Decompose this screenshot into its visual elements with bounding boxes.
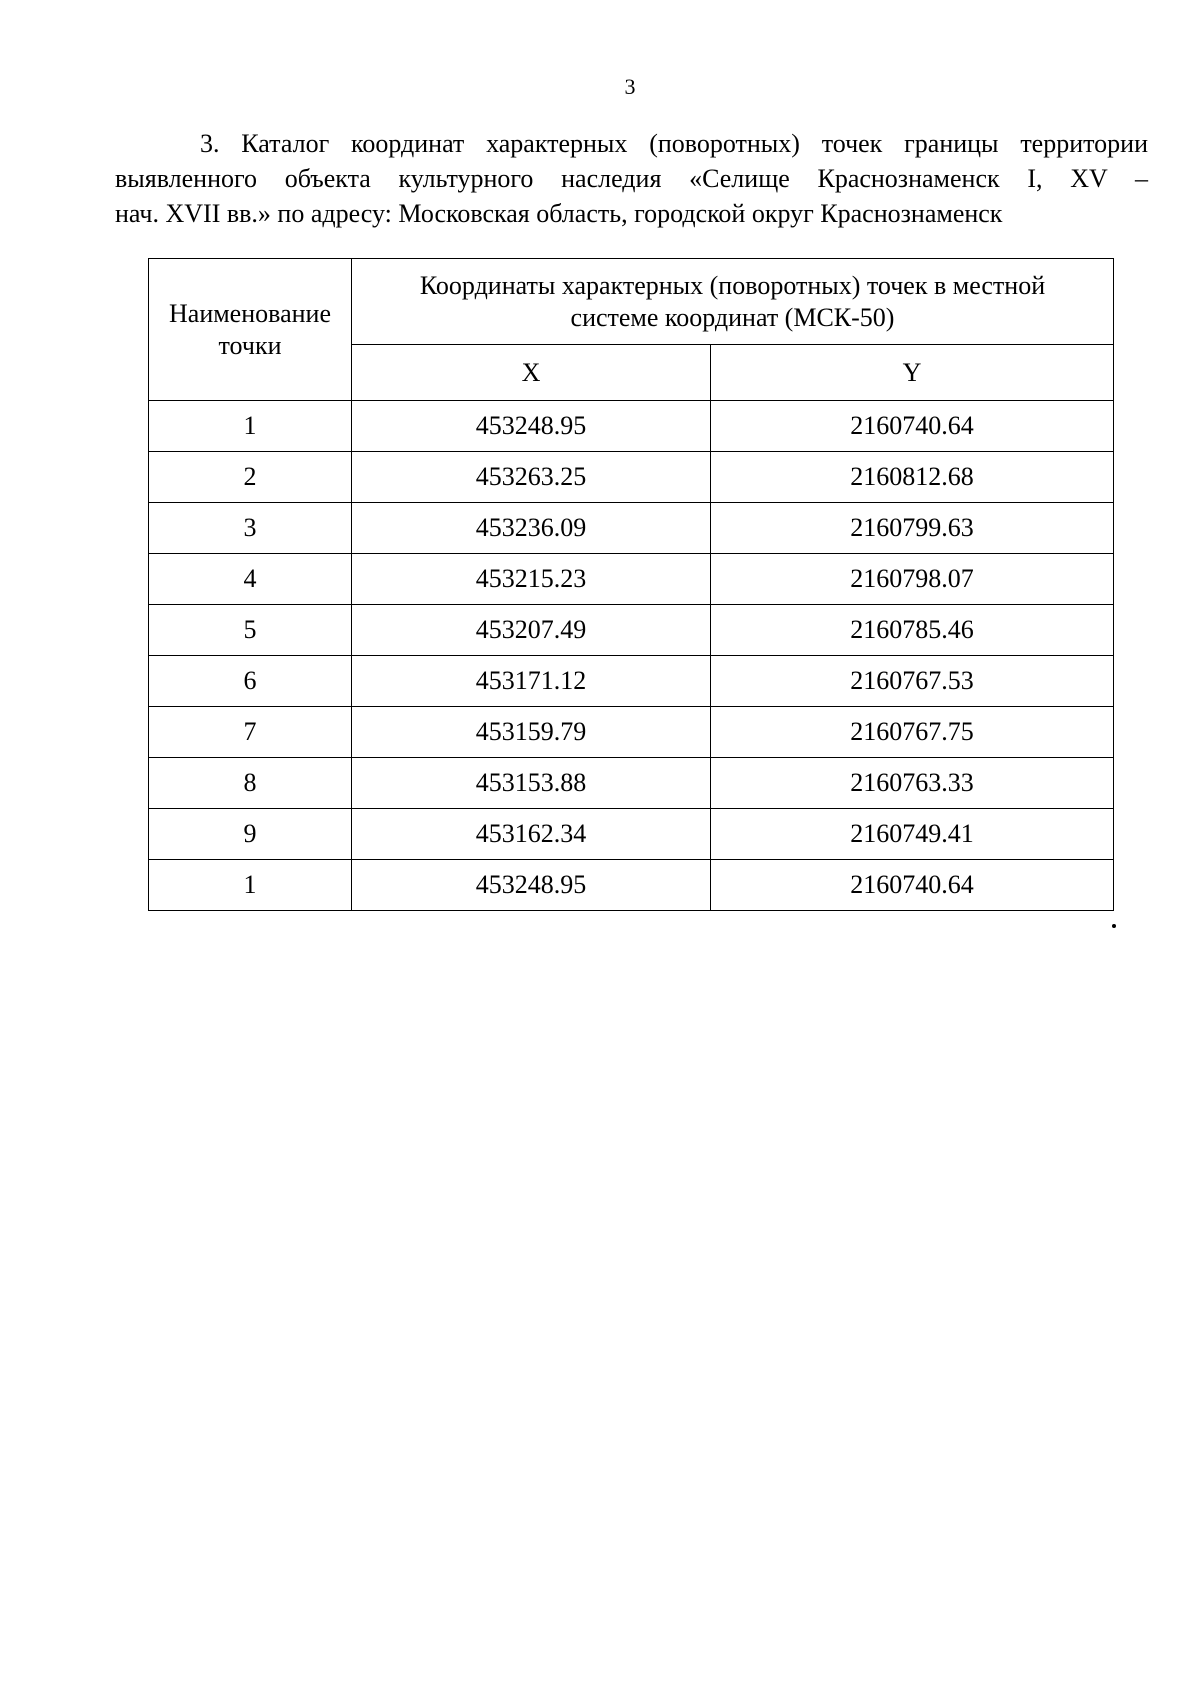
coordinates-table — [148, 258, 1114, 911]
coords-system-header: Координаты характерных (поворотных) точек в местной системе координат (МСК-50) — [352, 259, 1114, 345]
y-coordinate-cell: 2160740.64 — [711, 860, 1114, 911]
table-row — [149, 809, 1114, 860]
page-number: 3 — [624, 74, 636, 99]
x-coordinate-cell: 453215.23 — [352, 554, 711, 605]
table-row — [149, 401, 1114, 452]
heading-line-3: нач. XVII вв.» по адресу: Московская область, городской округ Краснознаменск — [115, 199, 1003, 228]
y-coordinate-cell: 2160812.68 — [711, 452, 1114, 503]
table-row — [149, 707, 1114, 758]
point-name-header: Наименование точки — [149, 259, 352, 401]
x-column-header: X — [352, 345, 711, 401]
point-name-cell: 7 — [149, 707, 352, 758]
y-coordinate-cell: 2160799.63 — [711, 503, 1114, 554]
table-row — [149, 554, 1114, 605]
point-name-cell: 8 — [149, 758, 352, 809]
table-row — [149, 758, 1114, 809]
y-coordinate-cell: 2160785.46 — [711, 605, 1114, 656]
table-row — [149, 860, 1114, 911]
heading-line-1: 3. Каталог координат характерных (поворотных) точек границы территории — [200, 129, 1148, 158]
point-name-cell: 3 — [149, 503, 352, 554]
x-coordinate-cell: 453159.79 — [352, 707, 711, 758]
point-name-cell: 6 — [149, 656, 352, 707]
x-coordinate-cell: 453153.88 — [352, 758, 711, 809]
point-name-cell: 1 — [149, 860, 352, 911]
x-coordinate-cell: 453263.25 — [352, 452, 711, 503]
y-coordinate-cell: 2160740.64 — [711, 401, 1114, 452]
heading-line-2: выявленного объекта культурного наследия «Селище Краснознаменск I, XV – — [115, 164, 1148, 193]
x-coordinate-cell: 453248.95 — [352, 401, 711, 452]
table-row — [149, 656, 1114, 707]
x-coordinate-cell: 453236.09 — [352, 503, 711, 554]
table-row — [149, 605, 1114, 656]
point-name-cell: 5 — [149, 605, 352, 656]
point-name-cell: 1 — [149, 401, 352, 452]
x-coordinate-cell: 453171.12 — [352, 656, 711, 707]
y-column-header: Y — [711, 345, 1114, 401]
catalog-heading — [115, 126, 1148, 231]
table-row — [149, 452, 1114, 503]
y-coordinate-cell: 2160798.07 — [711, 554, 1114, 605]
point-name-cell: 9 — [149, 809, 352, 860]
x-coordinate-cell: 453248.95 — [352, 860, 711, 911]
table-row — [149, 503, 1114, 554]
y-coordinate-cell: 2160767.75 — [711, 707, 1114, 758]
x-coordinate-cell: 453162.34 — [352, 809, 711, 860]
y-coordinate-cell: 2160749.41 — [711, 809, 1114, 860]
point-name-cell: 4 — [149, 554, 352, 605]
y-coordinate-cell: 2160763.33 — [711, 758, 1114, 809]
trailing-dot — [1112, 924, 1116, 928]
point-name-cell: 2 — [149, 452, 352, 503]
y-coordinate-cell: 2160767.53 — [711, 656, 1114, 707]
x-coordinate-cell: 453207.49 — [352, 605, 711, 656]
